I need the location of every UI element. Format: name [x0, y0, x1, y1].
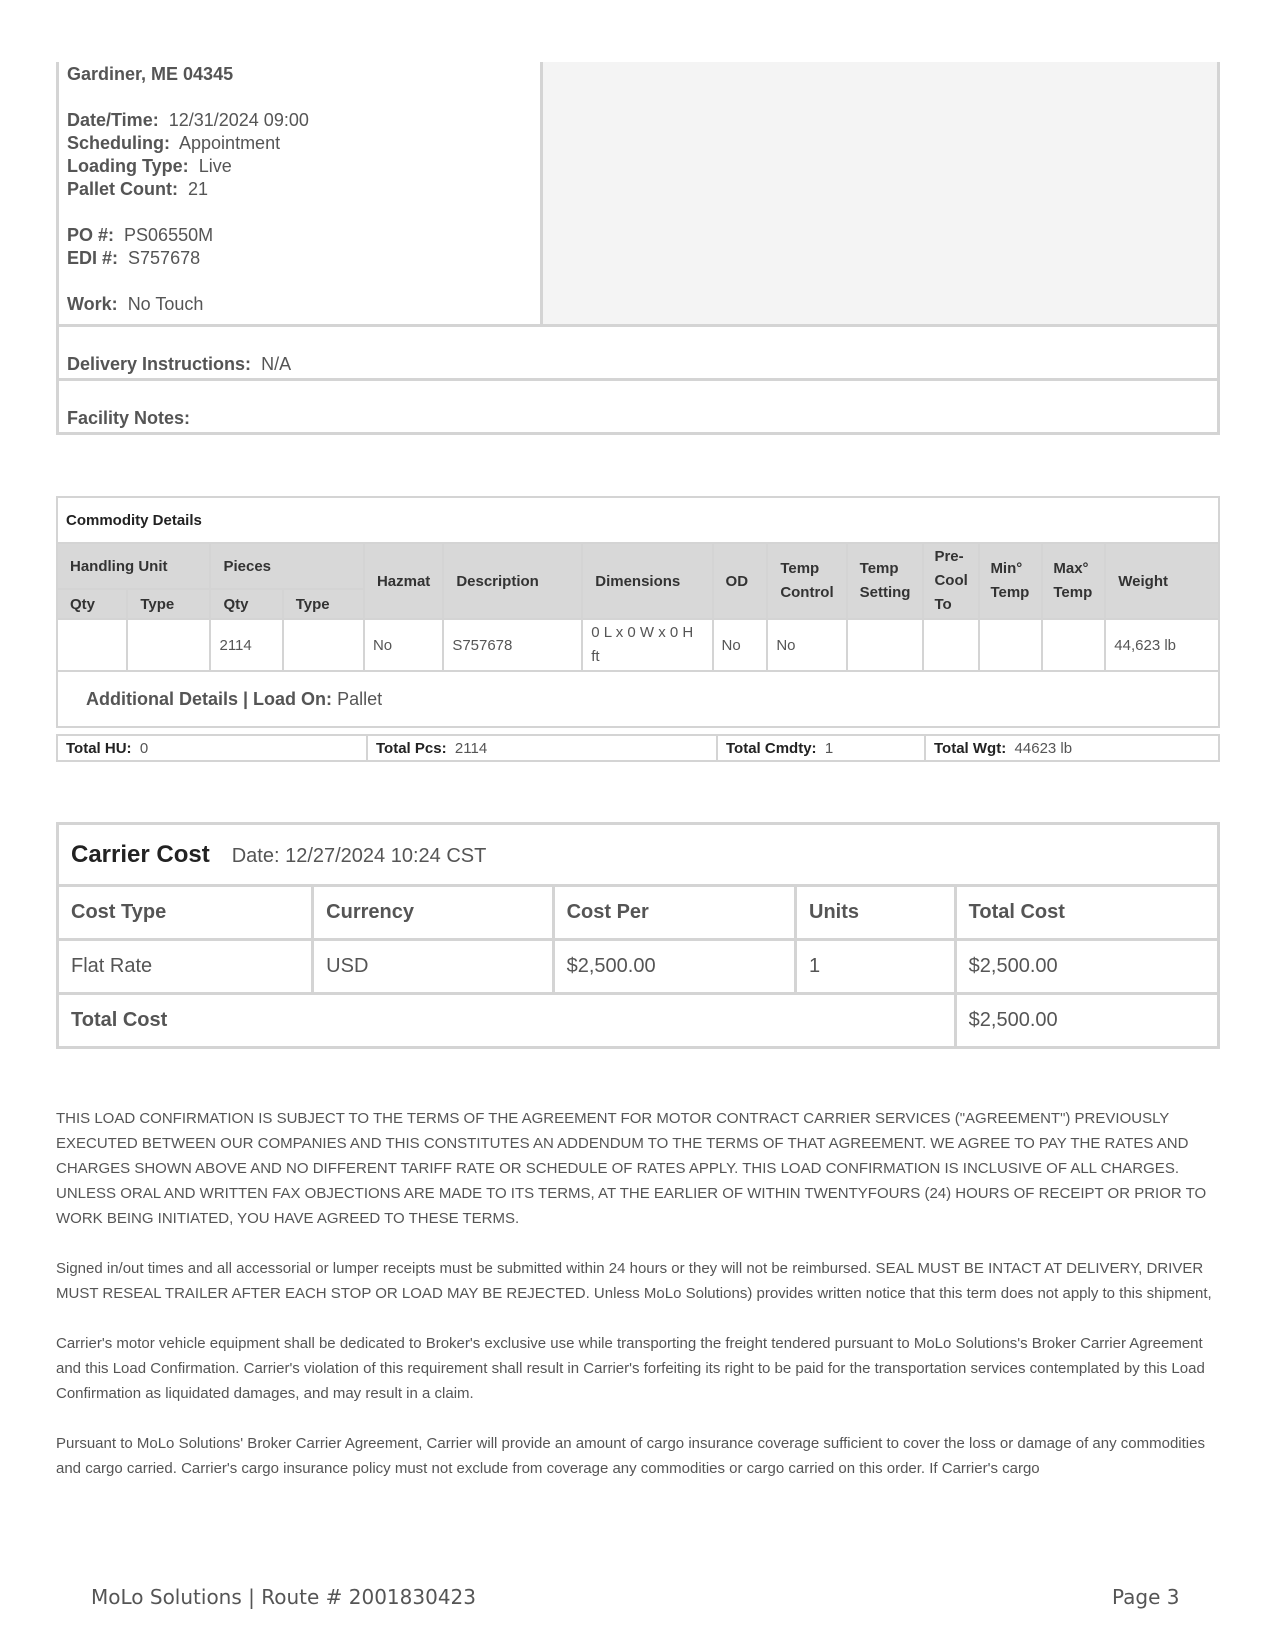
description-header: Description	[443, 543, 582, 619]
total-cmdty-value: 1	[824, 740, 834, 757]
delivery-instructions-label: Delivery Instructions:	[67, 354, 252, 374]
temp-control-header: Temp Control	[767, 543, 846, 619]
total-cost-cell: $2,500.00	[955, 940, 1218, 994]
total-wgt-label: Total Wgt:	[934, 740, 1007, 757]
carrier-cost-title: Carrier Cost	[71, 840, 210, 868]
cost-per-cell: $2,500.00	[553, 940, 795, 994]
cost-per-header: Cost Per	[553, 886, 795, 940]
temp-control-cell: No	[767, 619, 846, 671]
carrier-cost-date: Date: 12/27/2024 10:24 CST	[231, 844, 487, 867]
total-hu-label: Total HU:	[66, 740, 132, 757]
cost-type-cell: Flat Rate	[58, 940, 313, 994]
footer-route: MoLo Solutions | Route # 2001830423	[91, 1585, 476, 1609]
datetime-value: 12/31/2024 09:00	[168, 110, 309, 130]
total-wgt-value: 44623 lb	[1014, 740, 1073, 757]
max-temp-header: Max° Temp	[1042, 543, 1105, 619]
terms-paragraph: THIS LOAD CONFIRMATION IS SUBJECT TO THE TERMS OF THE AGREEMENT FOR MOTOR CONTRACT CARRIER SERVICES ("AGREEMENT") PREVIOUSLY EXECUTED BETWEEN OUR COMPANIES AND THIS CONSTITUTES AN ADDENDUM TO THE TERMS OF THAT AGREEMENT. WE AGREE TO PAY THE RATES AND CHARGES SHOWN ABOVE AND NO DIFFERENT TARIFF RATE OR SCHEDULE OF RATES APPLY. THIS LOAD CONFIRMATION IS INCLUSIVE OF ALL CHARGES. UNLESS ORAL AND WRITTEN FAX OBJECTIONS ARE MADE TO ITS TERMS, AT THE EARLIER OF WITHIN TWENTYFOURS (24) HOURS OF RECEIPT OR PRIOR TO WORK BEING INITIATED, YOU HAVE AGREED TO THESE TERMS.	[56, 1110, 1207, 1227]
description-cell: S757678	[443, 619, 582, 671]
delivery-instructions-row	[59, 324, 1217, 378]
insurance-paragraph: Pursuant to MoLo Solutions' Broker Carrier Agreement, Carrier will provide an amount of cargo insurance coverage sufficient to cover the loss or damage of any commodities and cargo carried. Carrier's cargo insurance policy must not exclude from coverage any commodities or cargo carried on this order. If Carrier's cargo	[56, 1435, 1205, 1477]
legal-terms	[56, 1106, 1226, 1506]
total-cmdty-label: Total Cmdty:	[726, 740, 817, 757]
pcs-qty-header: Qty	[210, 589, 282, 619]
min-temp-cell	[979, 619, 1042, 671]
cost-row	[58, 940, 1219, 994]
pieces-header: Pieces	[210, 543, 363, 589]
hu-qty-header: Qty	[57, 589, 127, 619]
additional-details-value: Pallet	[337, 688, 383, 709]
facility-notes-label: Facility Notes:	[67, 408, 191, 428]
additional-details-label: Additional Details | Load On:	[86, 688, 333, 709]
cost-total-value: $2,500.00	[955, 994, 1218, 1048]
handling-unit-header: Handling Unit	[57, 543, 210, 589]
currency-cell: USD	[313, 940, 553, 994]
units-header: Units	[796, 886, 956, 940]
od-cell: No	[713, 619, 768, 671]
currency-header: Currency	[313, 886, 553, 940]
equipment-paragraph: Carrier's motor vehicle equipment shall be dedicated to Broker's exclusive use while transporting the freight tendered pursuant to MoLo Solutions's Broker Carrier Agreement and this Load Confirmation. Carrier's violation of this requirement shall result in Carrier's forfeiting its right to be paid for the transportation services contemplated by this Load Confirmation as liquidated damages, and may result in a claim.	[56, 1335, 1205, 1402]
delivery-instructions-value: N/A	[261, 354, 292, 374]
datetime-label: Date/Time:	[67, 110, 159, 130]
scheduling-label: Scheduling:	[67, 133, 170, 153]
carrier-cost-header	[58, 824, 1219, 886]
po-label: PO #:	[67, 225, 115, 245]
commodity-title: Commodity Details	[57, 497, 1219, 543]
receipts-paragraph: Signed in/out times and all accessorial or lumper receipts must be submitted within 24 hours or they will not be reimbursed. SEAL MUST BE INTACT AT DELIVERY, DRIVER MUST RESEAL TRAILER AFTER EACH STOP OR LOAD MAY BE REJECTED. Unless MoLo Solutions) provides written notice that this term does not apply to this shipment,	[56, 1260, 1212, 1302]
units-cell: 1	[796, 940, 956, 994]
cost-type-header: Cost Type	[58, 886, 313, 940]
precool-cell	[923, 619, 979, 671]
cost-total-row	[58, 994, 1219, 1048]
edi-label: EDI #:	[67, 248, 119, 268]
commodity-table	[56, 496, 1220, 728]
total-cost-header: Total Cost	[955, 886, 1218, 940]
max-temp-cell	[1042, 619, 1105, 671]
pcs-type-header: Type	[283, 589, 364, 619]
stop-details-box	[56, 62, 1220, 435]
loading-type-label: Loading Type:	[67, 156, 189, 176]
cost-total-label: Total Cost	[58, 994, 956, 1048]
work-value: No Touch	[127, 294, 204, 314]
total-pcs-value: 2114	[454, 740, 488, 757]
page-number: Page 3	[1112, 1585, 1180, 1609]
hu-type-header: Type	[127, 589, 210, 619]
commodity-row	[57, 619, 1219, 671]
stop-info	[59, 62, 543, 324]
hu-type-cell	[127, 619, 210, 671]
precool-header: Pre-Cool To	[923, 543, 979, 619]
po-value: PS06550M	[124, 225, 214, 245]
pallet-count-label: Pallet Count:	[67, 179, 178, 199]
total-hu-value: 0	[139, 740, 149, 757]
temp-setting-header: Temp Setting	[847, 543, 924, 619]
min-temp-header: Min° Temp	[979, 543, 1042, 619]
commodity-totals	[56, 734, 1220, 762]
weight-header: Weight	[1105, 543, 1219, 619]
loading-type-value: Live	[198, 156, 232, 176]
total-pcs-label: Total Pcs:	[376, 740, 447, 757]
hazmat-cell: No	[364, 619, 443, 671]
cost-header-row	[58, 886, 1219, 940]
facility-notes-row	[59, 378, 1217, 432]
hu-qty-cell	[57, 619, 127, 671]
dimensions-cell: 0 L x 0 W x 0 H ft	[582, 619, 712, 671]
weight-cell: 44,623 lb	[1105, 619, 1219, 671]
temp-setting-cell	[847, 619, 924, 671]
work-label: Work:	[67, 294, 118, 314]
carrier-cost-table	[56, 822, 1220, 1049]
scheduling-value: Appointment	[179, 133, 281, 153]
pallet-count-value: 21	[188, 179, 209, 199]
dimensions-header: Dimensions	[582, 543, 712, 619]
od-header: OD	[713, 543, 768, 619]
additional-details-row	[57, 671, 1219, 727]
stop-map-placeholder	[543, 62, 1217, 324]
pcs-type-cell	[283, 619, 364, 671]
hazmat-header: Hazmat	[364, 543, 443, 619]
city-line: Gardiner, ME 04345	[67, 64, 234, 84]
edi-value: S757678	[128, 248, 201, 268]
pcs-qty-cell: 2114	[210, 619, 282, 671]
